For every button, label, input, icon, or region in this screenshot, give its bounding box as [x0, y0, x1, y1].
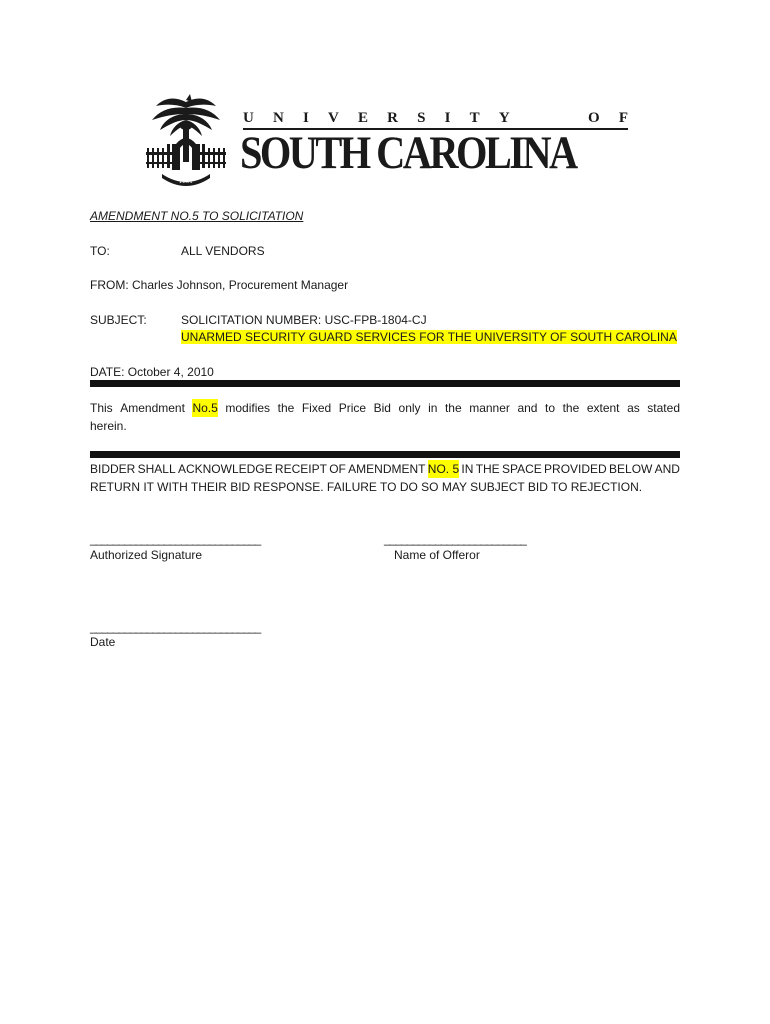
- date-line: DATE: October 4, 2010: [90, 365, 214, 379]
- logo-letter: V: [328, 110, 339, 126]
- acknowledgement-paragraph: [90, 460, 680, 496]
- logo-letter: I: [303, 110, 309, 126]
- divider-rule-2: [90, 451, 680, 458]
- solicitation-number: SOLICITATION NUMBER: USC-FPB-1804-CJ: [181, 313, 427, 327]
- name-of-offeror-label: Name of Offeror: [394, 548, 480, 562]
- p2-word: ACKNOWLEDGE: [177, 462, 273, 476]
- p2-word: BELOW: [609, 462, 653, 476]
- logo-university-of: [243, 110, 628, 127]
- to-label: TO:: [90, 244, 110, 258]
- logo-letter: S: [417, 110, 426, 126]
- p1-word: to: [545, 401, 556, 415]
- p1-word: stated: [647, 401, 680, 415]
- amendment-number-highlight: NO. 5: [427, 462, 460, 476]
- p1-word: manner: [469, 401, 510, 415]
- amendment-paragraph: [90, 399, 680, 435]
- p1-word: only: [398, 401, 421, 415]
- p2-word: IN: [461, 462, 474, 476]
- p1-word: the: [562, 401, 580, 415]
- p2-word: THE: [475, 462, 500, 476]
- p2-word: SHALL: [137, 462, 176, 476]
- p2-word: OF: [329, 462, 346, 476]
- logo-letter: O: [588, 110, 600, 126]
- p1-word: Amendment: [120, 401, 185, 415]
- logo-letter: Y: [498, 110, 510, 126]
- logo-letter: U: [243, 110, 254, 126]
- svg-text:1801: 1801: [179, 177, 193, 185]
- authorized-signature-label: Authorized Signature: [90, 548, 203, 562]
- p1-line-2: herein.: [90, 419, 127, 433]
- divider-rule-1: [90, 380, 680, 387]
- p2-word: AND: [654, 462, 680, 476]
- to-value: ALL VENDORS: [181, 244, 265, 258]
- p2-word: BIDDER: [90, 462, 136, 476]
- authorized-signature-line[interactable]: ______________________________: [90, 532, 261, 546]
- p2-word: AMENDMENT: [348, 462, 426, 476]
- logo-letter: F: [618, 110, 628, 126]
- p1-word: and: [517, 401, 538, 415]
- date-signature-line[interactable]: ______________________________: [90, 620, 261, 634]
- p2-line-2: RETURN IT WITH THEIR BID RESPONSE. FAILURE TO DO SO MAY SUBJECT BID TO REJECTION.: [90, 480, 643, 494]
- p2-word: RECEIPT: [274, 462, 327, 476]
- p1-word: This: [90, 401, 113, 415]
- p1-word: Bid: [373, 401, 391, 415]
- logo-letter: E: [358, 110, 369, 126]
- amendment-number-highlight: No.5: [192, 401, 218, 415]
- logo-letter: N: [273, 110, 284, 126]
- logo-spacer: [529, 110, 569, 127]
- usc-palmetto-logo-icon: [144, 92, 228, 190]
- amendment-heading: AMENDMENT NO.5 TO SOLICITATION: [90, 209, 304, 223]
- logo-letter: R: [387, 110, 399, 126]
- p1-word: Fixed: [301, 401, 332, 415]
- logo-south-carolina: SOUTH CAROLINA: [240, 127, 576, 179]
- date-signature-label: Date: [90, 635, 116, 649]
- logo-letter: I: [444, 110, 451, 126]
- p1-word: the: [444, 401, 462, 415]
- name-of-offeror-line[interactable]: _________________________: [384, 532, 526, 546]
- subject-title: [181, 329, 677, 346]
- logo-letter: T: [469, 110, 480, 126]
- p1-word: extent: [586, 401, 620, 415]
- p1-word: modifies: [225, 401, 271, 415]
- p1-word: in: [428, 401, 438, 415]
- p1-word: Price: [338, 401, 367, 415]
- subject-label: SUBJECT:: [90, 313, 147, 327]
- p1-word: the: [277, 401, 295, 415]
- p1-word: as: [627, 401, 640, 415]
- p2-word: PROVIDED: [544, 462, 607, 476]
- p2-word: SPACE: [501, 462, 542, 476]
- subject-title-highlight: UNARMED SECURITY GUARD SERVICES FOR THE UNIVERSITY OF SOUTH CAROLINA: [181, 330, 677, 344]
- from-line: FROM: Charles Johnson, Procurement Manager: [90, 278, 349, 292]
